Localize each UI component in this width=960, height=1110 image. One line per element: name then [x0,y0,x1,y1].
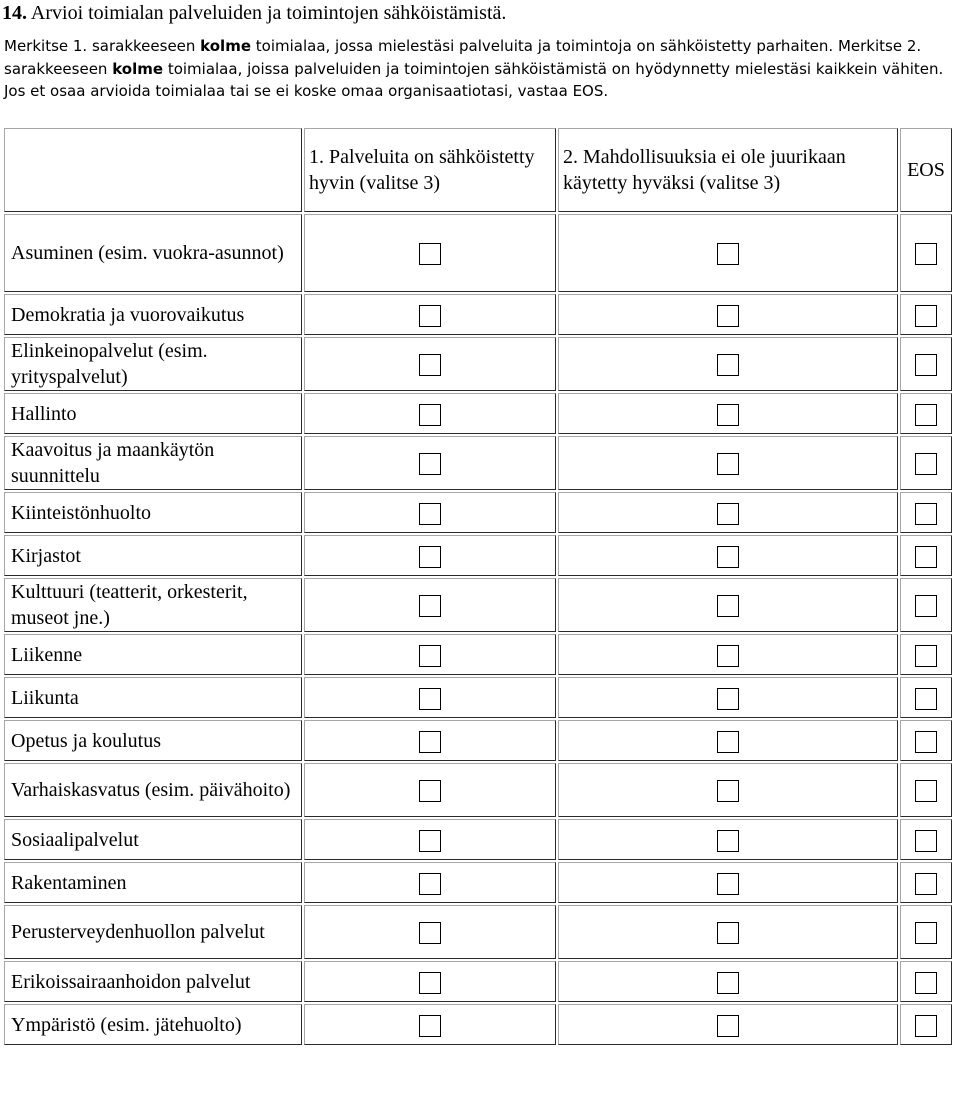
cell-best [304,905,556,959]
row-label: Hallinto [4,393,302,434]
checkbox-eos[interactable] [915,645,937,667]
cell-least [558,436,898,490]
table-row [4,961,952,1002]
checkbox-eos[interactable] [915,873,937,895]
row-label: Kaavoitus ja maankäytön suunnittelu [4,436,302,490]
cell-best [304,337,556,391]
cell-best [304,1004,556,1045]
cell-best [304,492,556,533]
header-corner [4,128,302,212]
cell-least [558,961,898,1002]
checkbox-best[interactable] [419,645,441,667]
checkbox-least[interactable] [717,546,739,568]
checkbox-least[interactable] [717,243,739,265]
cell-best [304,535,556,576]
table-row [4,492,952,533]
cell-best [304,763,556,817]
checkbox-eos[interactable] [915,305,937,327]
checkbox-least[interactable] [717,1015,739,1037]
cell-best [304,634,556,675]
checkbox-least[interactable] [717,595,739,617]
checkbox-least[interactable] [717,305,739,327]
instructions-bold-1: kolme [200,37,251,55]
table-row [4,677,952,718]
cell-least [558,294,898,335]
cell-eos [900,535,952,576]
table-row [4,1004,952,1045]
cell-eos [900,492,952,533]
cell-eos [900,905,952,959]
instructions [4,35,954,103]
checkbox-least[interactable] [717,780,739,802]
checkbox-eos[interactable] [915,595,937,617]
cell-eos [900,720,952,761]
checkbox-best[interactable] [419,354,441,376]
checkbox-least[interactable] [717,688,739,710]
table-row [4,720,952,761]
checkbox-best[interactable] [419,780,441,802]
checkbox-eos[interactable] [915,453,937,475]
instructions-bold-2: kolme [112,59,164,78]
checkbox-least[interactable] [717,503,739,525]
question-title [2,0,506,26]
instructions-part-3: toimialaa, joissa palveluiden ja toimintojen sähköistämistä on hyödynnetty mielestäsi kaikkein vähiten. Jos et osaa arvioida toimialaa tai se ei koske omaa organisaatiotasi, vastaa EOS. [4,59,944,100]
checkbox-best[interactable] [419,503,441,525]
table-row [4,578,952,632]
cell-eos [900,862,952,903]
cell-best [304,214,556,292]
cell-best [304,578,556,632]
cell-best [304,720,556,761]
instructions-part-1: Merkitse 1. sarakkeeseen [4,37,201,55]
checkbox-eos[interactable] [915,354,937,376]
checkbox-best[interactable] [419,922,441,944]
cell-eos [900,961,952,1002]
cell-best [304,961,556,1002]
checkbox-eos[interactable] [915,688,937,710]
table-row [4,634,952,675]
checkbox-least[interactable] [717,972,739,994]
row-label: Erikoissairaanhoidon palvelut [4,961,302,1002]
table-row [4,214,952,292]
checkbox-least[interactable] [717,922,739,944]
checkbox-best[interactable] [419,688,441,710]
row-label: Rakentaminen [4,862,302,903]
table-row [4,294,952,335]
cell-best [304,393,556,434]
table-row [4,763,952,817]
checkbox-eos[interactable] [915,731,937,753]
checkbox-best[interactable] [419,830,441,852]
table-row [4,535,952,576]
checkbox-eos[interactable] [915,922,937,944]
checkbox-least[interactable] [717,354,739,376]
row-label: Ympäristö (esim. jätehuolto) [4,1004,302,1045]
header-row [4,128,952,212]
cell-eos [900,337,952,391]
row-label: Liikunta [4,677,302,718]
cell-least [558,720,898,761]
rating-table [2,126,954,1047]
cell-least [558,677,898,718]
row-label: Elinkeinopalvelut (esim. yrityspalvelut) [4,337,302,391]
header-col-best: 1. Palveluita on sähköistetty hyvin (valitse 3) [304,128,556,212]
checkbox-best[interactable] [419,731,441,753]
row-label: Demokratia ja vuorovaikutus [4,294,302,335]
cell-least [558,763,898,817]
checkbox-eos[interactable] [915,546,937,568]
row-label: Kirjastot [4,535,302,576]
checkbox-least[interactable] [717,453,739,475]
table-row [4,436,952,490]
cell-least [558,393,898,434]
cell-least [558,905,898,959]
table-row [4,393,952,434]
cell-eos [900,1004,952,1045]
table-body [4,214,952,1045]
row-label: Varhaiskasvatus (esim. päivähoito) [4,763,302,817]
checkbox-least[interactable] [717,645,739,667]
table-row [4,862,952,903]
question-number: 14. [2,2,27,24]
checkbox-best[interactable] [419,453,441,475]
checkbox-least[interactable] [717,404,739,426]
checkbox-best[interactable] [419,972,441,994]
checkbox-eos[interactable] [915,243,937,265]
cell-best [304,677,556,718]
checkbox-best[interactable] [419,1015,441,1037]
row-label: Kulttuuri (teatterit, orkesterit, museot jne.) [4,578,302,632]
cell-least [558,1004,898,1045]
row-label: Opetus ja koulutus [4,720,302,761]
cell-least [558,634,898,675]
row-label: Kiinteistönhuolto [4,492,302,533]
checkbox-best[interactable] [419,546,441,568]
cell-eos [900,819,952,860]
checkbox-best[interactable] [419,243,441,265]
cell-eos [900,436,952,490]
table-row [4,819,952,860]
cell-least [558,535,898,576]
checkbox-eos[interactable] [915,830,937,852]
cell-least [558,862,898,903]
cell-eos [900,578,952,632]
cell-eos [900,393,952,434]
checkbox-least[interactable] [717,731,739,753]
table-row [4,905,952,959]
cell-best [304,819,556,860]
checkbox-least[interactable] [717,830,739,852]
cell-eos [900,214,952,292]
cell-best [304,294,556,335]
cell-best [304,436,556,490]
checkbox-best[interactable] [419,873,441,895]
instructions-part-2: toimialaa, jossa mielestäsi palveluita ja toimintoja on sähköistetty parhaiten. Merkitse 2. sarakkeeseen [4,37,922,78]
checkbox-eos[interactable] [915,404,937,426]
question-text: Arvioi toimialan palveluiden ja toimintojen sähköistämistä. [30,2,507,24]
header-col-eos: EOS [900,128,952,212]
checkbox-eos[interactable] [915,1015,937,1037]
cell-eos [900,763,952,817]
checkbox-eos[interactable] [915,503,937,525]
cell-best [304,862,556,903]
checkbox-best[interactable] [419,305,441,327]
row-label: Liikenne [4,634,302,675]
cell-least [558,578,898,632]
cell-least [558,337,898,391]
header-col-least: 2. Mahdollisuuksia ei ole juurikaan käytetty hyväksi (valitse 3) [558,128,898,212]
cell-eos [900,677,952,718]
cell-least [558,492,898,533]
row-label: Asuminen (esim. vuokra-asunnot) [4,214,302,292]
cell-eos [900,634,952,675]
checkbox-eos[interactable] [915,780,937,802]
checkbox-least[interactable] [717,873,739,895]
cell-eos [900,294,952,335]
table-row [4,337,952,391]
checkbox-eos[interactable] [915,972,937,994]
cell-least [558,819,898,860]
checkbox-best[interactable] [419,404,441,426]
row-label: Perusterveydenhuollon palvelut [4,905,302,959]
checkbox-best[interactable] [419,595,441,617]
cell-least [558,214,898,292]
row-label: Sosiaalipalvelut [4,819,302,860]
